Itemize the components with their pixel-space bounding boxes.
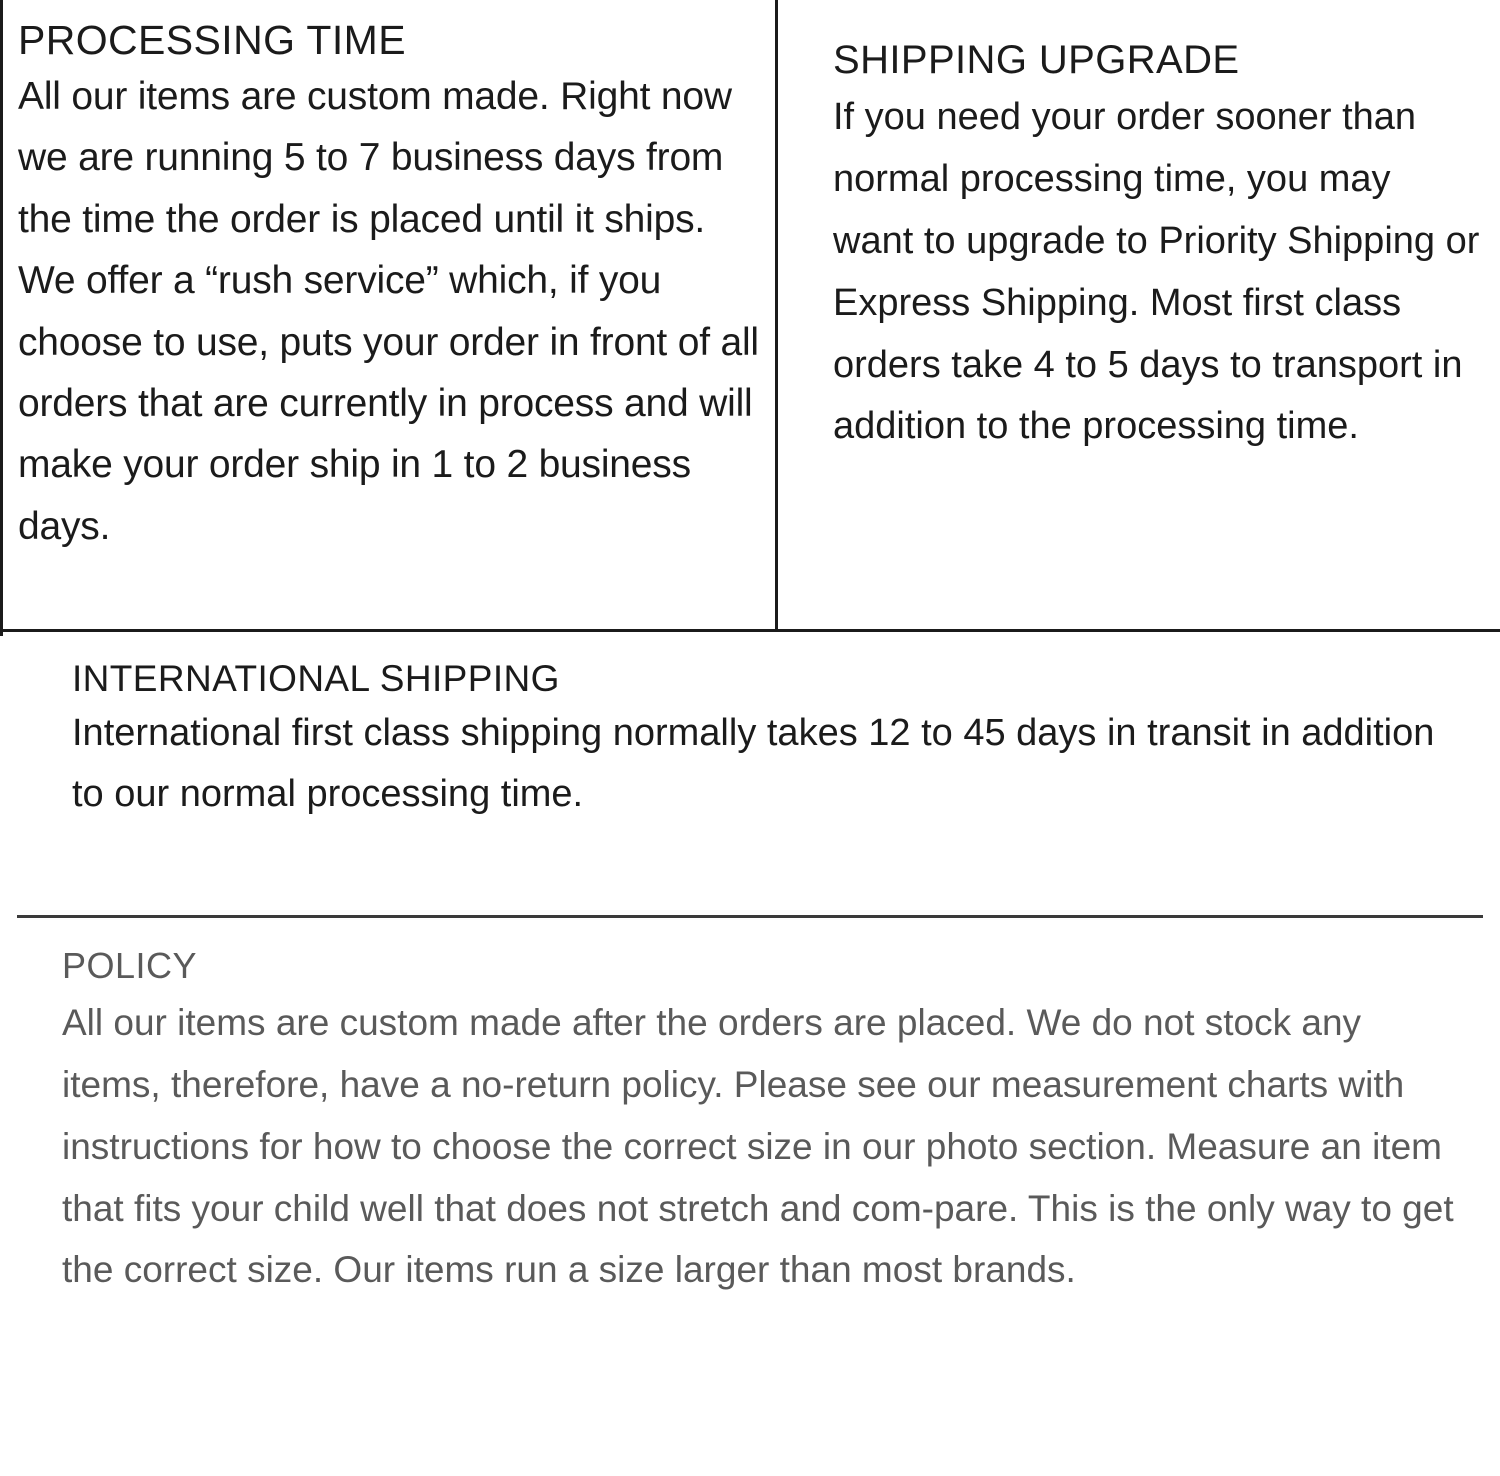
policy-section <box>0 918 1500 1301</box>
processing-time-heading: PROCESSING TIME <box>18 17 406 63</box>
shipping-upgrade-heading: SHIPPING UPGRADE <box>833 38 1240 82</box>
international-shipping-heading: INTERNATIONAL SHIPPING <box>72 658 560 699</box>
shipping-upgrade-body: If you need your order sooner than normal processing time, you may want to upgrade to Priority Shipping or Express Shipping. Most first class orders take 4 to 5 days to transport in addition to the processing time. <box>833 95 1480 448</box>
top-two-column-block <box>0 0 1500 632</box>
policy-heading: POLICY <box>62 945 198 986</box>
processing-time-section <box>0 0 778 629</box>
processing-time-body: All our items are custom made. Right now we are running 5 to 7 business days from the time the order is placed until it ships. We offer a “rush service” which, if you choose to use, puts your order in front of all orders that are currently in process and will make your order ship in 1 to 2 business days. <box>18 74 759 548</box>
international-shipping-section <box>0 632 1500 915</box>
policy-body: All our items are custom made after the orders are placed. We do not stock any items, therefore, have a no-return policy. Please see our measurement charts with instructions for how to choose the correct size in our photo section. Measure an item that fits your child well that does not stretch and com-pare. This is the only way to get the correct size. Our items run a size larger than most brands. <box>62 1002 1454 1291</box>
shipping-upgrade-section <box>778 0 1500 629</box>
international-shipping-body: International first class shipping normally takes 12 to 45 days in transit in addition to our normal processing time. <box>72 712 1435 816</box>
